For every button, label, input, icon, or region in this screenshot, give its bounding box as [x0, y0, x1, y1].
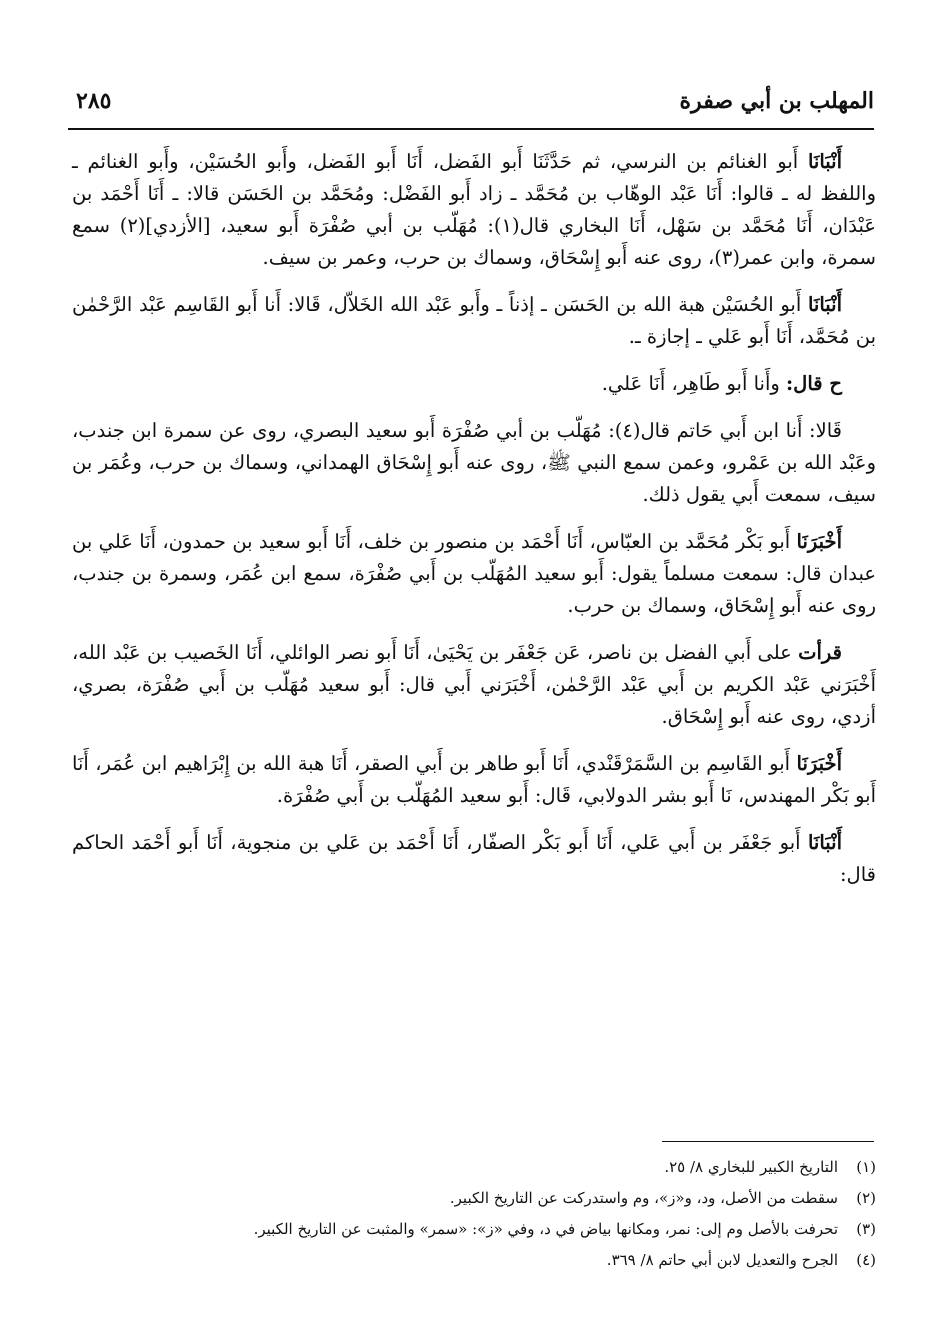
running-title: المهلب بن أبي صفرة: [679, 88, 874, 114]
paragraph-text: وأَنا أَبو طَاهِر، أَنَا عَلي.: [601, 372, 786, 395]
paragraph: [72, 526, 876, 622]
paragraph-lead: أَخْبَرَنَا: [796, 530, 842, 553]
footnote-item: [72, 1183, 876, 1214]
paragraph: [72, 146, 876, 274]
footnote-item: [72, 1214, 876, 1245]
paragraph: [72, 289, 876, 353]
paragraph-lead: أَخْبَرَنَا: [796, 752, 842, 775]
paragraph-text: أَبو الغنائم بن النرسي، ثم حَدَّثَنَا أَبو الفَضل، أَنَا أَبو الفَضل، وأَبو الحُسَيْن، وأَبو الغنائم ـ واللفظ له ـ قالوا: أَنَا عَبْد الوهّاب بن مُحَمَّد ـ زاد أَبو الفَضْل: ومُحَمَّد بن الحَسَن قالا: ـ أَنَا أَحْمَد بن عَبْدَان، أَنَا مُحَمَّد بن سَهْل، أَنَا البخاري قال(١): مُهَلّب بن أبي صُفْرَة أَبو سعيد، [الأزدي](٢) سمع سمرة، وابن عمر(٣)، روى عنه أَبو إِسْحَاق، وسماك بن حرب، وعمر بن سيف.: [72, 150, 876, 269]
paragraph-text: على أَبي الفضل بن ناصر، عَن جَعْفَر بن يَحْيَىٰ، أَنَا أَبو نصر الوائلي، أَنَا الخَصيب بن عَبْد الله، أَخْبَرَني عَبْد الكريم بن أَبي عَبْد الرَّحْمٰن، أَخْبَرَني أَبي قال: أَبو سعيد مُهَلّب بن أَبي صُفْرَة، بصري، أزدي، روى عنه أَبو إِسْحَاق.: [72, 641, 876, 728]
paragraph-text: أَبو جَعْفَر بن أَبي عَلي، أَنَا أَبو بَكْر الصفّار، أَنَا أَحْمَد بن عَلي بن منجوية، أَنَا أَبو أَحْمَد الحاكم قال:: [72, 831, 876, 886]
footnotes: [72, 1152, 876, 1276]
paragraph-text: أَبو الحُسَيْن هبة الله بن الحَسَن ـ إذناً ـ وأَبو عَبْد الله الخَلاّل، قَالا: أَنا أَبو القَاسِم عَبْد الرَّحْمٰن بن مُحَمَّد، أَنَا أَبو عَلي ـ إجازة ـ.: [72, 293, 876, 348]
footnote-text: تحرفت بالأصل وم إلى: نمر، ومكانها بياض في د، وفي «ز»: «سمر» والمثبت عن التاريخ الكبير.: [253, 1220, 838, 1238]
footnote-item: [72, 1245, 876, 1276]
paragraph-lead: ح قال:: [785, 372, 842, 395]
paragraph: [72, 637, 876, 733]
paragraph: [72, 748, 876, 812]
main-text: [72, 146, 876, 906]
page-number: ٢٨٥: [76, 88, 112, 114]
paragraph-lead: أَنْبَانَا: [807, 831, 842, 854]
footnote-number: (١): [856, 1158, 876, 1176]
paragraph-text: أَبو بَكْر مُحَمَّد بن العبّاس، أَنَا أَحْمَد بن منصور بن خلف، أَنَا أَبو سعيد بن حمدون، أَنَا عَلي بن عبدان قال: سمعت مسلماً يقول: أَبو سعيد المُهَلّب بن أَبي صُفْرَة، سمع ابن عُمَر، وسمرة بن جندب، روى عنه أَبو إِسْحَاق، وسماك بن حرب.: [72, 530, 876, 617]
footnote-number: (٣): [856, 1220, 876, 1238]
footnote-text: التاريخ الكبير للبخاري ٨/ ٢٥.: [664, 1158, 838, 1176]
footnote-number: (٢): [856, 1189, 876, 1207]
footnote-separator: [662, 1141, 874, 1142]
paragraph-lead: أَنْبَانَا: [807, 293, 842, 316]
paragraph: [72, 368, 876, 400]
paragraph-text: قَالا: أَنا ابن أَبي حَاتم قال(٤): مُهَلّب بن أبي صُفْرَة أَبو سعيد البصري، روى عن سمرة ابن جندب، وعَبْد الله بن عَمْرو، وعمن سمع النبي ﷺ، روى عنه أَبو إِسْحَاق الهمداني، وسماك بن حرب، وعُمَر بن سيف، سمعت أَبي يقول ذلك.: [72, 419, 876, 506]
footnote-item: [72, 1152, 876, 1183]
paragraph-text: أَبو القَاسِم بن السَّمَرْقَنْدي، أَنَا أَبو طاهر بن أَبي الصقر، أَنَا هبة الله بن إِبْرَاهيم ابن عُمَر، أَنَا أَبو بَكْر المهندس، نَا أَبو بشر الدولابي، قَال: أَبو سعيد المُهَلّب بن أَبي صُفْرَة.: [72, 752, 876, 807]
paragraph: [72, 827, 876, 891]
footnote-text: سقطت من الأصل، ود، و«ز»، وم واستدركت عن التاريخ الكبير.: [449, 1189, 838, 1207]
paragraph-lead: أَنْبَانَا: [807, 150, 842, 173]
paragraph-lead: قرأت: [798, 641, 842, 664]
paragraph: [72, 415, 876, 511]
page-header: [68, 82, 874, 130]
footnote-text: الجرح والتعديل لابن أبي حاتم ٨/ ٣٦٩.: [606, 1251, 838, 1269]
footnote-number: (٤): [856, 1251, 876, 1269]
